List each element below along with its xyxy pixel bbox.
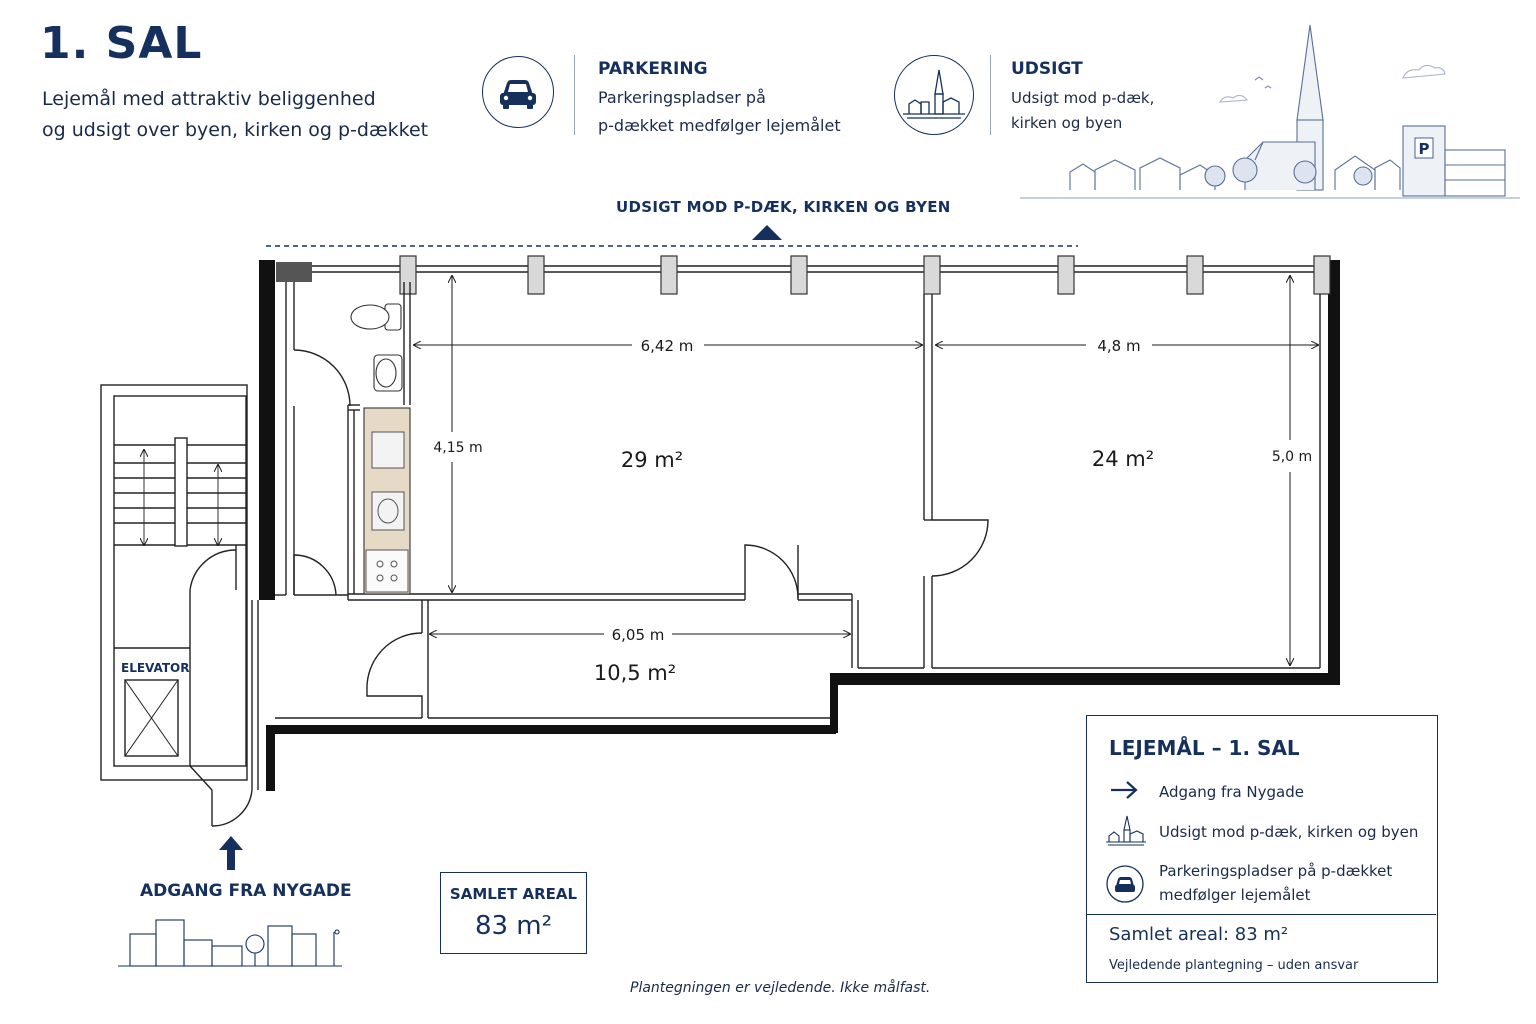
window-mullion: [1314, 256, 1330, 294]
total-area-value: 83 m²: [474, 911, 553, 941]
window-mullion: [528, 256, 544, 294]
legend-total-area: Samlet areal: 83 m²: [1109, 924, 1289, 945]
entrance-arrow-icon: [219, 836, 243, 870]
legend-note: Vejledende plantegning – uden ansvar: [1109, 958, 1359, 973]
subtitle-line-2: og udsigt over byen, kirken og p-dækket: [42, 119, 429, 141]
column: [276, 262, 312, 282]
parking-sign: P: [1418, 140, 1430, 158]
arrow-right-icon: [1109, 780, 1139, 800]
dimension-label: 5,0 m: [1271, 449, 1313, 465]
dimension-label: 6,42 m: [640, 337, 694, 355]
legend-title: LEJEMÅL – 1. SAL: [1109, 736, 1300, 760]
legend-item-view: Udsigt mod p-dæk, kirken og byen: [1159, 823, 1419, 841]
street-illustration: [118, 920, 342, 966]
window-facade: [312, 266, 1328, 272]
parking-heading: PARKERING: [598, 59, 708, 79]
dimension-label: 6,05 m: [611, 626, 665, 644]
view-text-line-2: kirken og byen: [1011, 114, 1123, 132]
room-area-label: 29 m²: [620, 448, 684, 472]
window-mullion: [1187, 256, 1203, 294]
kitchen-sink-icon: [372, 492, 404, 530]
car-icon: [1105, 864, 1145, 904]
legend-divider: [1087, 914, 1436, 915]
fridge-icon: [372, 432, 404, 468]
legend-item-parking: [1159, 859, 1392, 907]
window-mullion: [661, 256, 677, 294]
view-arrow-icon: [752, 225, 782, 240]
window-mullion: [400, 256, 416, 294]
stove-icon: [366, 550, 408, 592]
room-area-label: 10,5 m²: [593, 661, 677, 685]
window-mullion: [1058, 256, 1074, 294]
legend-item-parking-line-1: Parkeringspladser på p-dækket: [1159, 862, 1393, 880]
page-title: 1. SAL: [40, 18, 203, 69]
room-area-label: 24 m²: [1091, 447, 1155, 471]
legend-item-access: Adgang fra Nygade: [1159, 783, 1304, 801]
church-town-icon: [1105, 814, 1147, 848]
dimension-label: 4,8 m: [1097, 337, 1141, 355]
parking-text-line-1: Parkeringspladser på: [598, 88, 766, 107]
window-mullion: [924, 256, 940, 294]
entrance-label: ADGANG FRA NYGADE: [140, 881, 352, 901]
view-heading: UDSIGT: [1011, 59, 1083, 79]
total-area-box: [440, 872, 587, 954]
dimension-label: 4,15 m: [433, 440, 483, 456]
parking-text-line-2: p-dækket medfølger lejemålet: [598, 116, 841, 135]
elevator-label: ELEVATOR: [121, 661, 190, 675]
total-area-heading: SAMLET AREAL: [449, 885, 578, 903]
legend-box: [1086, 715, 1438, 983]
view-text-line-1: Udsigt mod p-dæk,: [1011, 89, 1155, 107]
toilet-icon: [351, 305, 389, 329]
view-direction-label: UDSIGT MOD P-DÆK, KIRKEN OG BYEN: [616, 198, 951, 216]
footnote: Plantegningen er vejledende. Ikke målfast.: [630, 980, 931, 996]
stair-rail: [175, 438, 187, 546]
subtitle-line-1: Lejemål med attraktiv beliggenhed: [42, 88, 376, 110]
window-mullion: [791, 256, 807, 294]
exterior-walls: [259, 260, 1340, 791]
legend-item-parking-line-2: medfølger lejemålet: [1159, 886, 1311, 904]
